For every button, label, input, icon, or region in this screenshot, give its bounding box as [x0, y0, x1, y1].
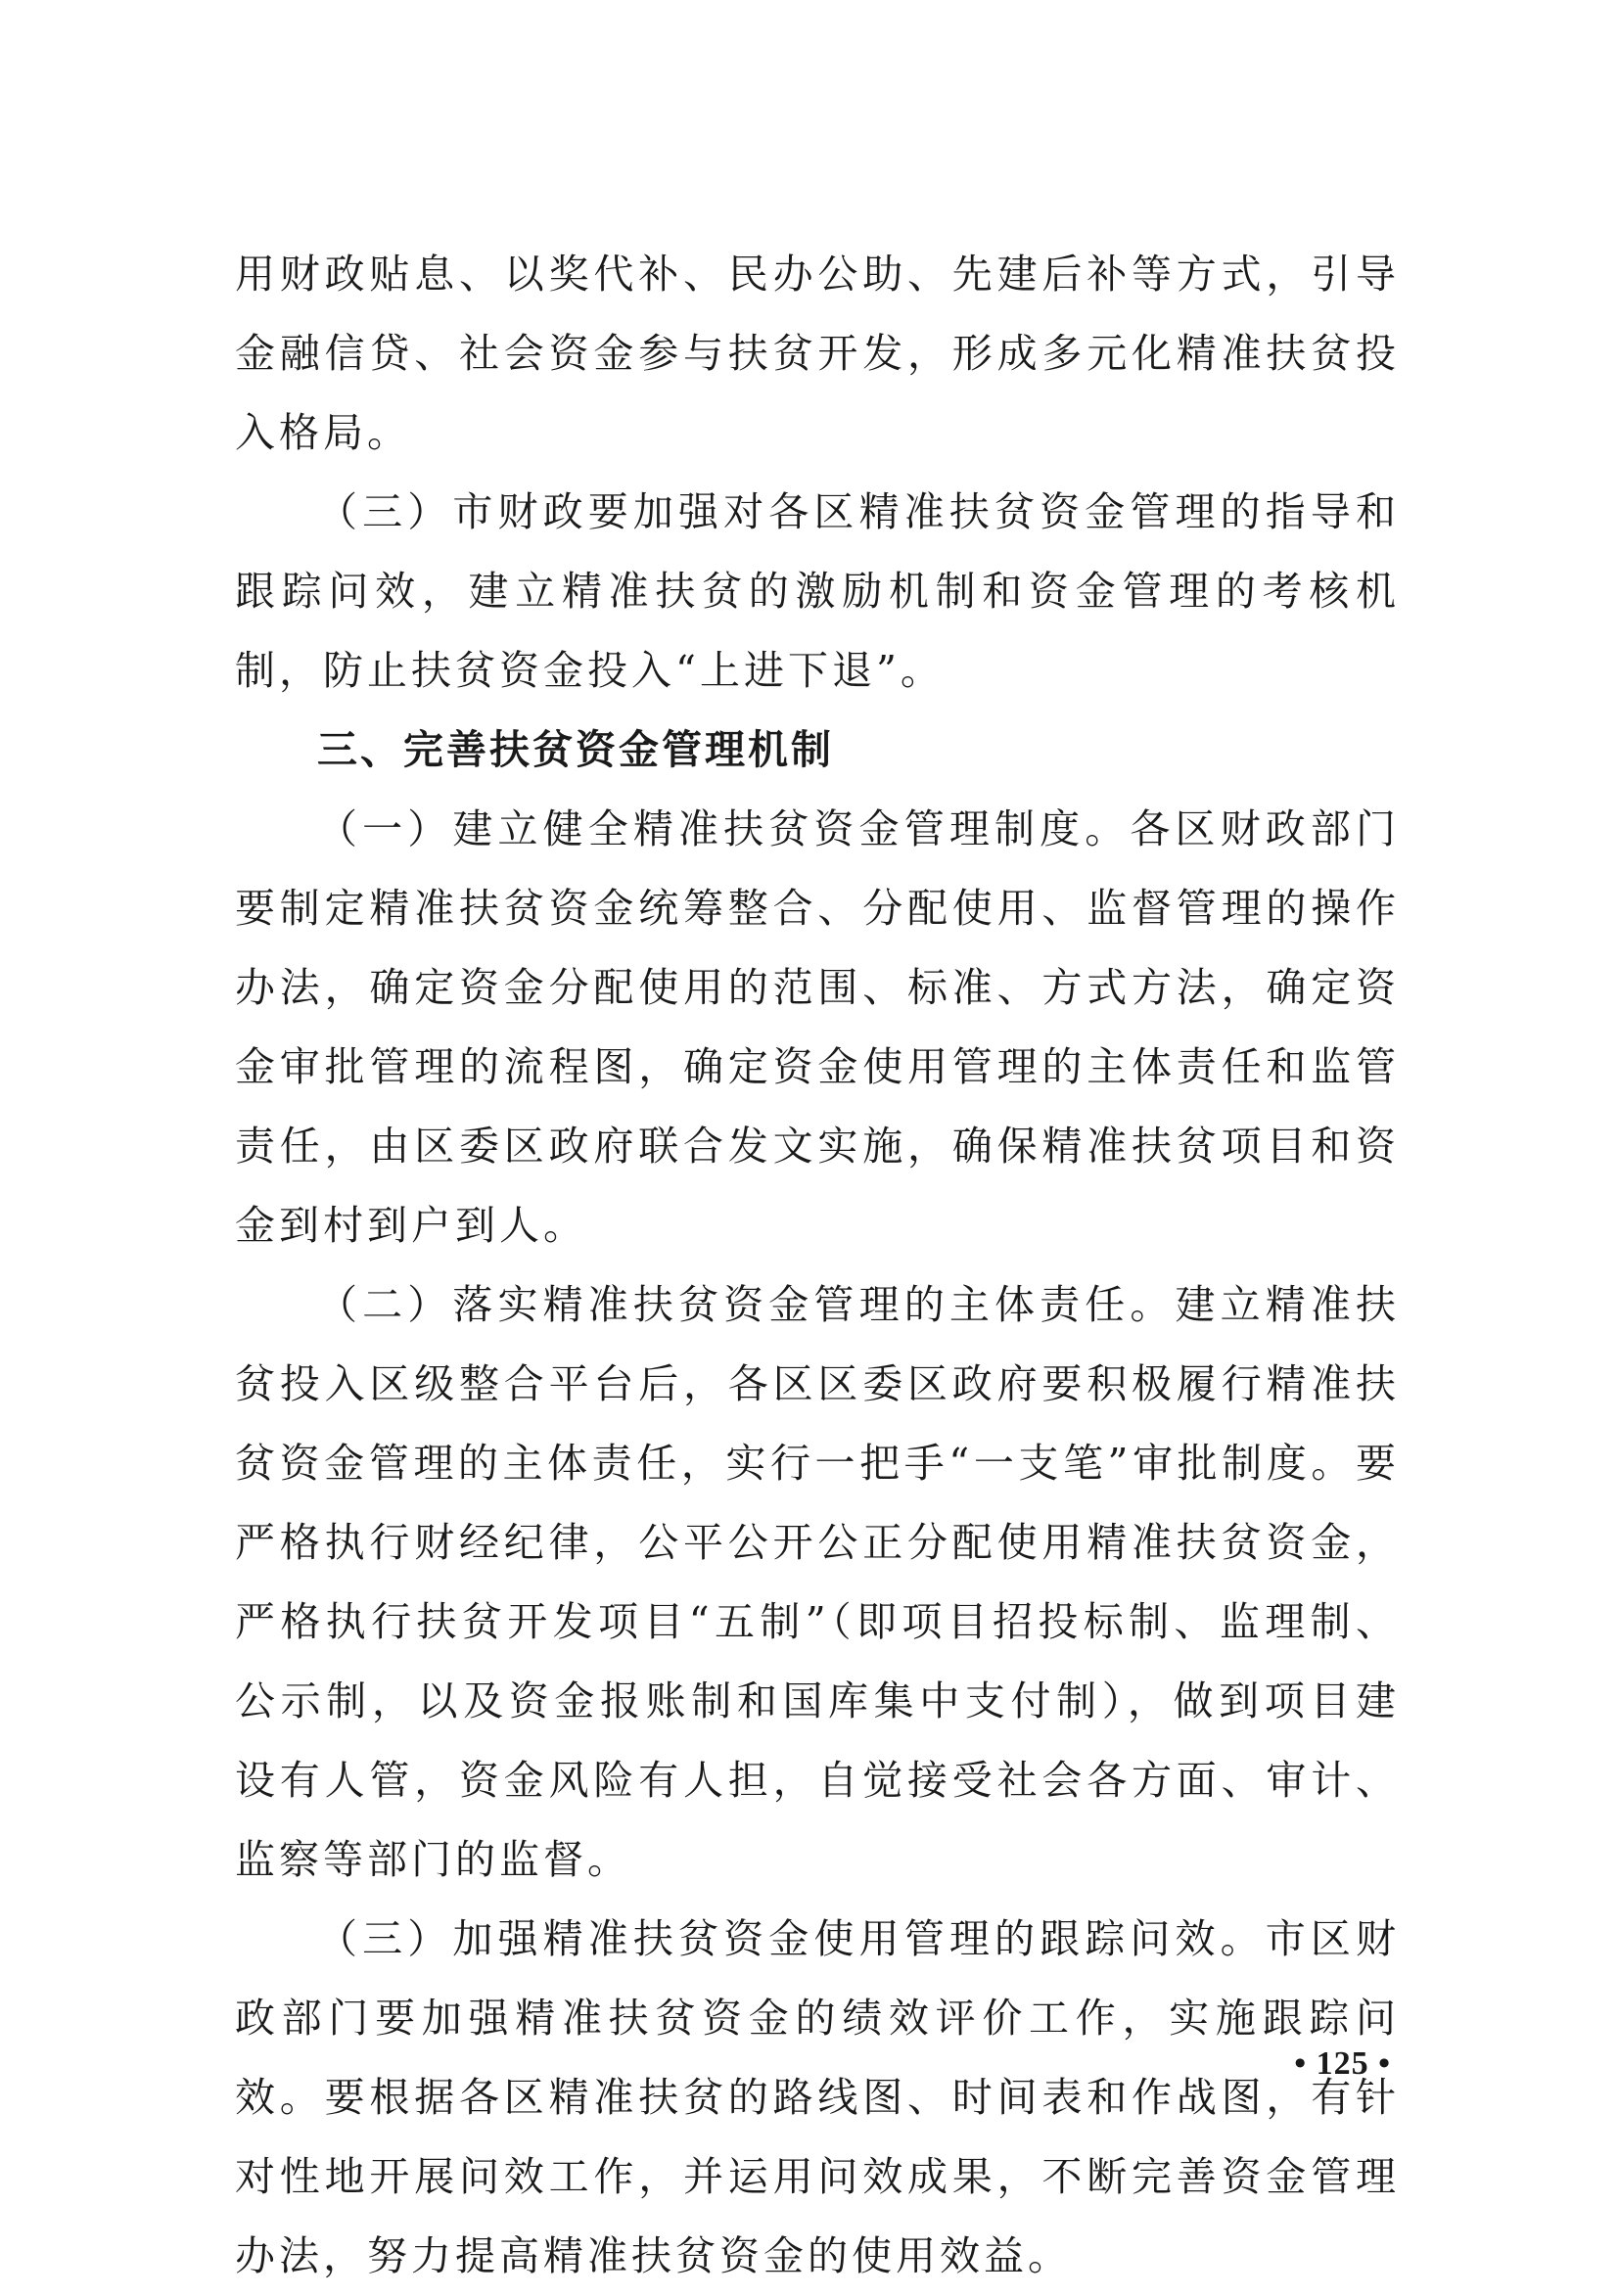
- body-paragraph: （一）建立健全精准扶贫资金管理制度。各区财政部门要制定精准扶贫资金统筹整合、分配使用、监督管理的操作办法，确定资金分配使用的范围、标准、方式方法，确定资金审批管理的流程图，确定资金使用管理的主体责任和监管责任，由区委区政府联合发文实施，确保精准扶贫项目和资金到村到户到人。: [235, 805, 1400, 1249]
- body-paragraph: （三）加强精准扶贫资金使用管理的跟踪问效。市区财政部门要加强精准扶贫资金的绩效评价工作，实施跟踪问效。要根据各区精准扶贫的路线图、时间表和作战图，有针对性地开展问效工作，并运用问效成果，不断完善资金管理办法，努力提高精准扶贫资金的使用效益。: [235, 1915, 1400, 2279]
- body-paragraph: （二）落实精准扶贫资金管理的主体责任。建立精准扶贫投入区级整合平台后，各区区委区政府要积极履行精准扶贫资金管理的主体责任，实行一把手“一支笔”审批制度。要严格执行财经纪律，公平公开公正分配使用精准扶贫资金，严格执行扶贫开发项目“五制”（即项目招投标制、监理制、公示制，以及资金报账制和国库集中支付制），做到项目建设有人管，资金风险有人担，自觉接受社会各方面、审计、监察等部门的监督。: [235, 1281, 1400, 1883]
- body-paragraph: （三）市财政要加强对各区精准扶贫资金管理的指导和跟踪问效，建立精准扶贫的激励机制和资金管理的考核机制，防止扶贫资金投入“上进下退”。: [235, 488, 1400, 694]
- body-paragraph: 用财政贴息、以奖代补、民办公助、先建后补等方式，引导金融信贷、社会资金参与扶贫开发，形成多元化精准扶贫投入格局。: [235, 251, 1400, 456]
- page-number: • 125 •: [1294, 2045, 1391, 2082]
- page-body: [235, 235, 1400, 2296]
- section-heading: 三、完善扶贫资金管理机制: [317, 726, 834, 773]
